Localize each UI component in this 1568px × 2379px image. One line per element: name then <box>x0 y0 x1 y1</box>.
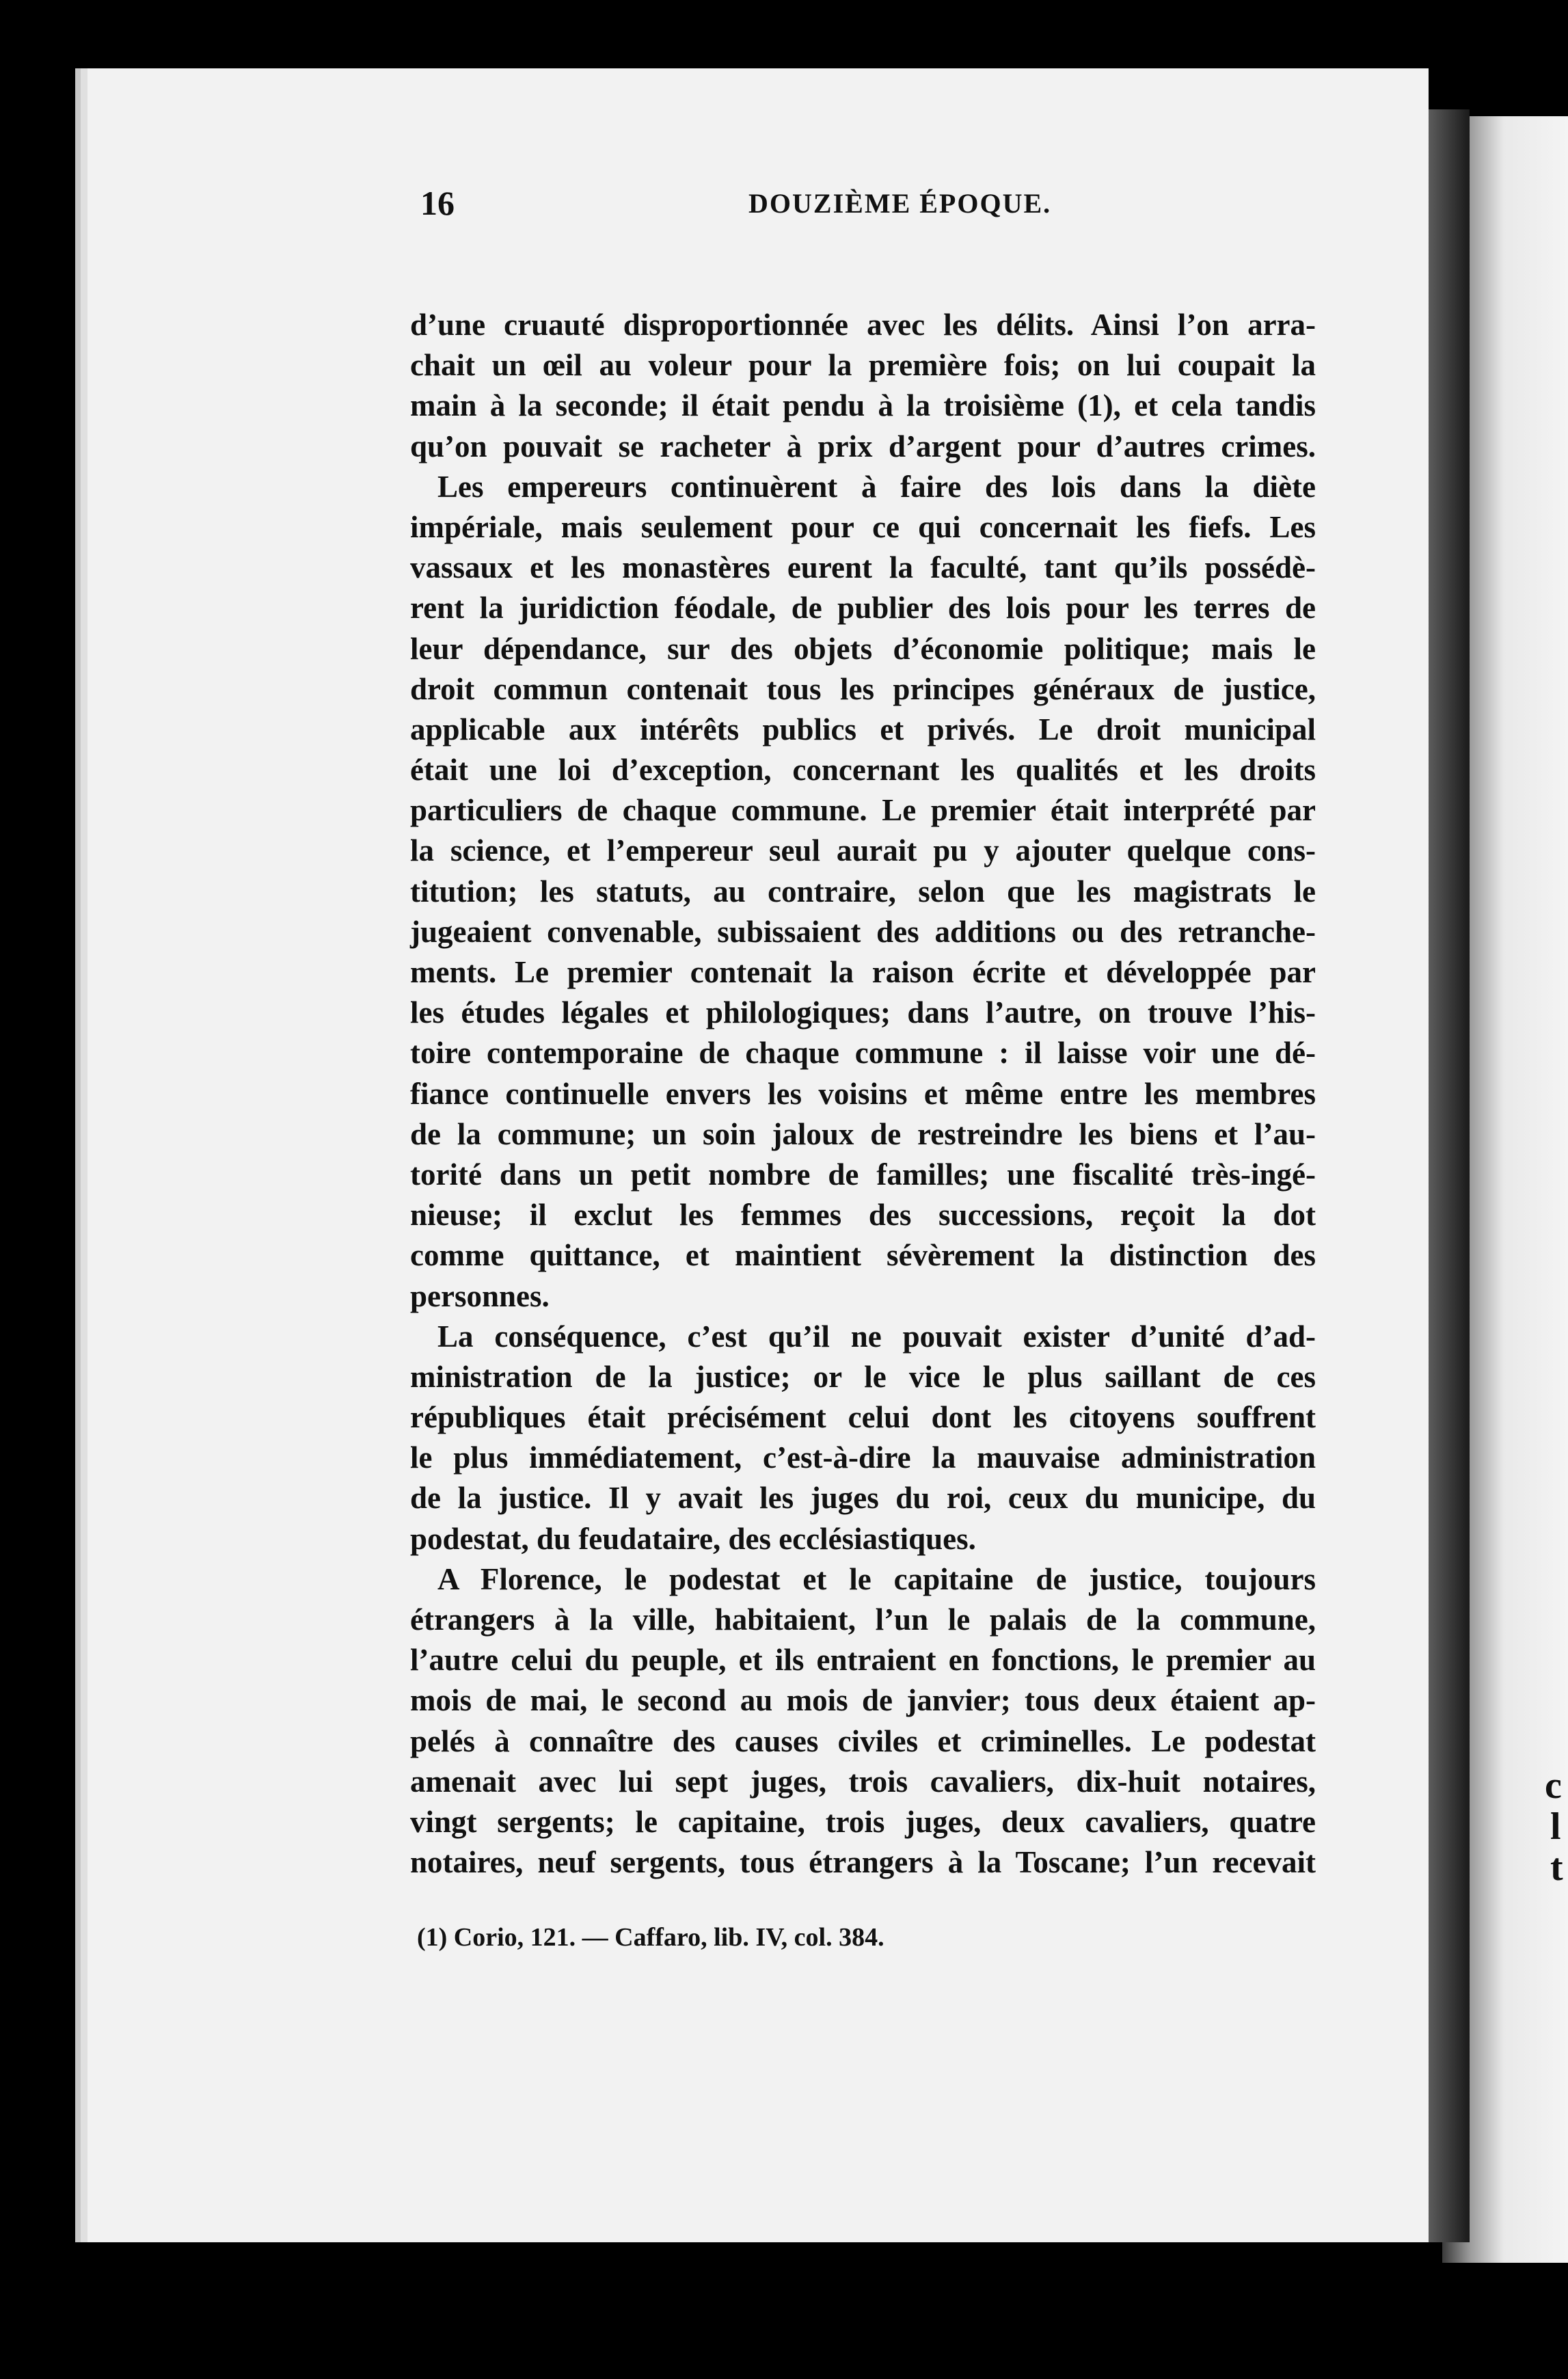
text-line: les études légales et philologiques; dans l’autre, on trouve l’his- <box>410 995 1316 1030</box>
text-line: qu’on pouvait se racheter à prix d’argent pour d’autres crimes. <box>410 429 1316 463</box>
text-line: ministration de la justice; or le vice le plus saillant de ces <box>410 1359 1316 1394</box>
text-line: titution; les statuts, au contraire, selon que les magistrats le <box>410 874 1316 909</box>
text-line: droit commun contenait tous les principes généraux de justice, <box>410 671 1316 706</box>
page-number: 16 <box>420 184 455 222</box>
text-line: nieuse; il exclut les femmes des successions, reçoit la dot <box>410 1198 1316 1233</box>
text-line: étrangers à la ville, habitaient, l’un le palais de la commune, <box>410 1602 1316 1637</box>
text-line: républiques était précisément celui dont les citoyens souffrent <box>410 1400 1316 1435</box>
running-head <box>342 183 1312 231</box>
text-line: leur dépendance, sur des objets d’économie politique; mais le <box>410 631 1316 666</box>
text-line: fiance continuelle envers les voisins et même entre les membres <box>410 1076 1316 1111</box>
text-line: comme quittance, et maintient sévèrement la distinction des <box>410 1238 1316 1273</box>
text-line: l’autre celui du peuple, et ils entraient en fonctions, le premier au <box>410 1643 1316 1678</box>
text-line: de la commune; un soin jaloux de restreindre les biens et l’au- <box>410 1116 1316 1151</box>
text-line: podestat, du feudataire, des ecclésiastiques. <box>410 1521 976 1556</box>
text-line: d’une cruauté disproportionnée avec les délits. Ainsi l’on arra- <box>410 308 1316 342</box>
text-line: chait un œil au voleur pour la première fois; on lui coupait la <box>410 348 1316 383</box>
text-line: La conséquence, c’est qu’il ne pouvait exister d’unité d’ad- <box>437 1319 1316 1354</box>
text-line: jugeaient convenable, subissaient des additions ou des retranche- <box>410 914 1316 949</box>
text-line: amenait avec lui sept juges, trois cavaliers, dix-huit notaires, <box>410 1764 1316 1799</box>
text-line: toire contemporaine de chaque commune : il laisse voir une dé- <box>410 1036 1316 1071</box>
adjacent-page-fragment: l <box>1550 1805 1561 1848</box>
adjacent-page-fragment: c <box>1545 1764 1562 1807</box>
text-line: impériale, mais seulement pour ce qui concernait les fiefs. Les <box>410 509 1316 544</box>
text-line: vingt sergents; le capitaine, trois juges, deux cavaliers, quatre <box>410 1804 1316 1839</box>
text-line: pelés à connaître des causes civiles et criminelles. Le podestat <box>410 1723 1316 1758</box>
body-text <box>410 305 1316 1883</box>
text-line: vassaux et les monastères eurent la faculté, tant qu’ils possédè- <box>410 550 1316 585</box>
text-line: la science, et l’empereur seul aurait pu y ajouter quelque cons- <box>410 833 1316 868</box>
text-line: main à la seconde; il était pendu à la troisième (1), et cela tandis <box>410 388 1316 423</box>
text-line: notaires, neuf sergents, tous étrangers à la Toscane; l’un recevait <box>410 1845 1316 1880</box>
text-line: A Florence, le podestat et le capitaine de justice, toujours <box>437 1561 1316 1596</box>
text-line: de la justice. Il y avait les juges du roi, ceux du municipe, du <box>410 1481 1316 1516</box>
footnote: (1) Corio, 121. — Caffaro, lib. IV, col. 384. <box>417 1923 884 1952</box>
text-line: ments. Le premier contenait la raison écrite et développée par <box>410 955 1316 989</box>
text-line: le plus immédiatement, c’est-à-dire la mauvaise administration <box>410 1440 1316 1475</box>
text-line: personnes. <box>410 1278 550 1313</box>
text-line: était une loi d’exception, concernant les qualités et les droits <box>410 753 1316 788</box>
text-line: rent la juridiction féodale, de publier des lois pour les terres de <box>410 591 1316 626</box>
text-line: applicable aux intérêts publics et privés. Le droit municipal <box>410 712 1316 747</box>
text-line: mois de mai, le second au mois de janvier; tous deux étaient ap- <box>410 1683 1316 1718</box>
text-line: torité dans un petit nombre de familles; une fiscalité très-ingé- <box>410 1157 1316 1192</box>
text-line: Les empereurs continuèrent à faire des lois dans la diète <box>437 469 1316 504</box>
text-line: particuliers de chaque commune. Le premier était interprété par <box>410 793 1316 828</box>
chapter-title: DOUZIÈME ÉPOQUE. <box>748 188 1052 219</box>
adjacent-page-fragment: t <box>1550 1846 1563 1889</box>
